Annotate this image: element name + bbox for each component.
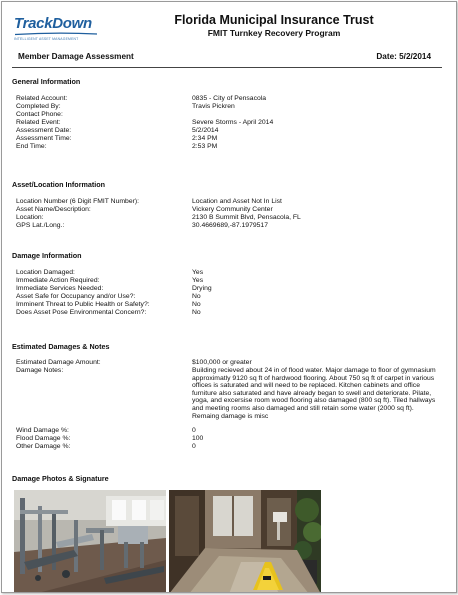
info-row <box>12 119 444 127</box>
field-label: GPS Lat./Long.: <box>16 222 65 229</box>
info-row <box>12 443 444 451</box>
field-value: 30.4669689,-87.1979517 <box>192 222 268 229</box>
info-row <box>12 427 444 435</box>
damage-notes-row <box>12 367 444 427</box>
field-value: 2130 B Summit Blvd, Pensacola, FL <box>192 214 301 221</box>
field-value: No <box>192 301 201 308</box>
damage-information-section <box>12 251 444 317</box>
field-label: Imminent Threat to Public Health or Safety?: <box>16 301 150 308</box>
damage-photos-section <box>12 474 444 484</box>
field-value: Yes <box>192 277 204 284</box>
field-label: Does Asset Pose Environmental Concern?: <box>16 309 147 316</box>
field-value: Vickery Community Center <box>192 206 273 213</box>
field-label: Contact Phone: <box>16 111 63 118</box>
header-title: Florida Municipal Insurance Trust <box>174 13 374 27</box>
field-label: Other Damage %: <box>16 443 71 450</box>
field-label: Asset Safe for Occupancy and/or Use?: <box>16 293 136 300</box>
field-value: 0 <box>192 427 196 434</box>
info-row <box>12 206 444 214</box>
field-label: Immediate Action Required: <box>16 277 100 284</box>
field-label: Asset Name/Description: <box>16 206 91 213</box>
field-value: 2:53 PM <box>192 143 218 150</box>
field-label: Wind Damage %: <box>16 427 69 434</box>
flooded-hallway-photo <box>169 490 321 593</box>
estimated-damages-section <box>12 342 444 451</box>
field-value: Yes <box>192 269 204 276</box>
field-label: Assessment Time: <box>16 135 72 142</box>
field-label: Damage Notes: <box>16 367 64 374</box>
document-date: Date: 5/2/2014 <box>376 52 431 61</box>
info-row <box>12 135 444 143</box>
field-label: Estimated Damage Amount: <box>16 359 101 366</box>
header-divider <box>12 67 442 68</box>
info-row <box>12 301 444 309</box>
field-value: Location and Asset Not In List <box>192 198 282 205</box>
field-label: Location Number (6 Digit FMIT Number): <box>16 198 140 205</box>
info-row <box>12 435 444 443</box>
logo-swoosh-icon <box>14 32 98 36</box>
header-subtitle: FMIT Turnkey Recovery Program <box>207 28 341 38</box>
info-row <box>12 95 444 103</box>
field-value: No <box>192 309 201 316</box>
field-label: End Time: <box>16 143 47 150</box>
info-row <box>12 127 444 135</box>
info-row <box>12 285 444 293</box>
field-label: Location Damaged: <box>16 269 75 276</box>
asset-location-section <box>12 180 444 230</box>
field-value: Severe Storms - April 2014 <box>192 119 274 126</box>
field-value: No <box>192 293 201 300</box>
field-label: Location: <box>16 214 44 221</box>
field-value: 0835 - City of Pensacola <box>192 95 267 102</box>
field-label: Assessment Date: <box>16 127 72 134</box>
section-title: Damage Information <box>12 251 82 260</box>
info-row <box>12 222 444 230</box>
logo-text: TrackDown <box>14 15 92 32</box>
general-information-section <box>12 77 444 151</box>
field-value: Drying <box>192 285 212 292</box>
damage-notes-text: Building recieved about 24 in of flood water. Major damage to floor of gymnasium approximatly 9120 sq ft of hardwood flooring. About 750 sq ft of carpet in various offices is saturated and will need to be replaced. Kitchen cabinets and office furniture also saturated and have already began to swell and deteriorate. Pilate, yoga, and excersise room wood flooring also damaged (800 sq ft). Tiled hallways and meeting rooms also damaged and still retain some water (2000 sq ft). Remaing damage is misc <box>192 367 436 420</box>
section-title: Estimated Damages & Notes <box>12 342 110 351</box>
info-row <box>12 111 444 119</box>
info-row <box>12 269 444 277</box>
trackdown-logo <box>14 16 98 41</box>
section-title: Damage Photos & Signature <box>12 474 109 483</box>
info-row <box>12 198 444 206</box>
info-row <box>12 309 444 317</box>
field-value: 100 <box>192 435 204 442</box>
field-value: Travis Pickren <box>192 103 235 110</box>
field-label: Immediate Services Needed: <box>16 285 104 292</box>
info-row <box>12 359 444 367</box>
info-row <box>12 293 444 301</box>
info-row <box>12 277 444 285</box>
field-value <box>192 111 444 119</box>
section-title: Asset/Location Information <box>12 180 106 189</box>
document-title: Member Damage Assessment <box>18 52 134 61</box>
field-value: 2:34 PM <box>192 135 218 142</box>
logo-tagline: INTELLIGENT ASSET MANAGEMENT <box>14 37 79 41</box>
info-row <box>12 103 444 111</box>
field-value: 0 <box>192 443 196 450</box>
field-label: Flood Damage %: <box>16 435 71 442</box>
field-label: Related Event: <box>16 119 61 126</box>
assessment-page <box>1 1 457 593</box>
field-value: $100,000 or greater <box>192 359 252 366</box>
field-label: Related Account: <box>16 95 68 102</box>
section-title: General Information <box>12 77 81 86</box>
info-row <box>12 143 444 151</box>
gym-equipment-photo <box>14 490 166 593</box>
field-value: 5/2/2014 <box>192 127 219 134</box>
field-label: Completed By: <box>16 103 61 110</box>
info-row <box>12 214 444 222</box>
